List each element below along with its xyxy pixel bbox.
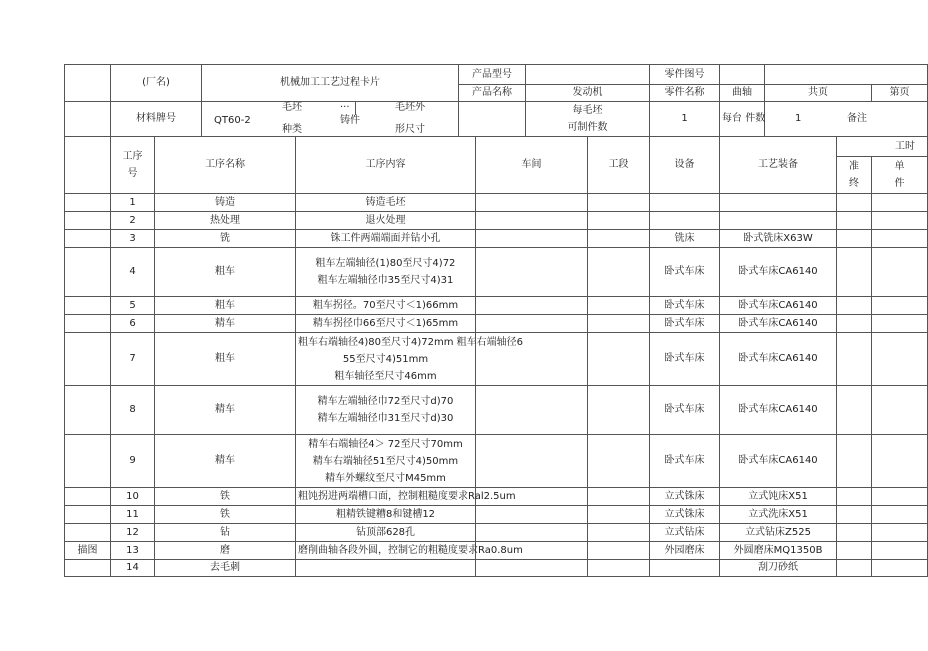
part-drawing-no-label: 零件图号	[650, 65, 720, 85]
unit-time-cell	[872, 297, 928, 315]
content-line: 粗车轴径至尺寸46mm	[334, 370, 437, 382]
section-cell	[588, 386, 650, 435]
prep-time-cell	[837, 560, 872, 577]
content-line: 粗饨拐进两端槽口面，控制粗糙度要求Ral2.5um	[298, 491, 516, 502]
col-equipment: 设备	[650, 137, 720, 194]
step-no: 2	[111, 212, 155, 230]
col-header-blank	[65, 137, 111, 194]
section-cell	[588, 506, 650, 524]
tooling-cell: 卧式车床CA6140	[720, 315, 837, 333]
col-time: 工时	[837, 137, 928, 157]
tooling-cell: 立式饨床X51	[720, 488, 837, 506]
content-line: 精车右端轴径4＞ 72至尺寸70mm	[308, 438, 463, 450]
unit-time-cell	[872, 333, 928, 386]
step-content	[296, 194, 476, 212]
table-row	[65, 386, 928, 435]
step-no: 7	[111, 333, 155, 386]
col-unit-time: 单 件	[872, 157, 928, 194]
blank-size-label-1: 毛坯外	[395, 102, 425, 113]
col-step-name: 工序名称	[155, 137, 296, 194]
equipment-cell: 铣床	[650, 230, 720, 248]
section-cell	[588, 435, 650, 488]
equipment-cell: 立式铢床	[650, 506, 720, 524]
equipment-cell: 卧式车床	[650, 333, 720, 386]
per-blank-label: 每毛坯 可制件数	[526, 102, 650, 137]
section-cell	[588, 488, 650, 506]
blank-type-label-2: 种类	[282, 124, 302, 135]
workshop-cell	[476, 560, 588, 577]
step-name: 铸造	[155, 194, 296, 212]
page-number-label: 第页	[872, 85, 928, 102]
blank-type-label-1: 毛坯	[282, 102, 302, 113]
side-cell	[65, 315, 111, 333]
workshop-cell	[476, 506, 588, 524]
side-cell	[65, 333, 111, 386]
per-unit-label: 每台 件数	[720, 102, 765, 137]
prep-time-cell	[837, 506, 872, 524]
side-cell	[65, 524, 111, 542]
content-line: 粗车拐径。70至尺寸＜1)66mm	[312, 300, 459, 311]
content-line: 粗车左端轴径巾35至尺寸4)31	[317, 275, 454, 286]
content-line: 磨削曲轴各段外圆，控制它的粗糙度要求Ra0.8um	[298, 545, 523, 556]
unit-time-cell	[872, 524, 928, 542]
step-no: 12	[111, 524, 155, 542]
equipment-cell	[650, 212, 720, 230]
step-no: 13	[111, 542, 155, 560]
step-name: 热处理	[155, 212, 296, 230]
workshop-cell	[476, 524, 588, 542]
content-line: 精车拐径巾66至尺寸＜1)65mm	[312, 318, 459, 329]
content-line: 精车左端轴径巾31至尺寸d)30	[317, 413, 454, 424]
equipment-cell	[650, 560, 720, 577]
table-row	[65, 542, 928, 560]
section-cell	[588, 297, 650, 315]
tooling-cell: 卧式车床CA6140	[720, 386, 837, 435]
side-cell	[65, 212, 111, 230]
workshop-cell	[476, 386, 588, 435]
unit-time-cell	[872, 488, 928, 506]
step-name: 精车	[155, 435, 296, 488]
table-row	[65, 315, 928, 333]
table-row	[65, 488, 928, 506]
section-cell	[588, 212, 650, 230]
table-row	[65, 560, 928, 577]
blank-size-value	[459, 102, 526, 137]
step-name: 铣	[155, 230, 296, 248]
side-cell	[65, 297, 111, 315]
prep-time-cell	[837, 386, 872, 435]
dots-mark: ···	[340, 102, 350, 113]
table-row	[65, 248, 928, 297]
side-cell	[65, 230, 111, 248]
part-drawing-no-extra	[765, 65, 928, 85]
section-cell	[588, 542, 650, 560]
workshop-cell	[476, 297, 588, 315]
table-row	[65, 524, 928, 542]
prep-time-cell	[837, 524, 872, 542]
tooling-cell	[720, 194, 837, 212]
step-no: 1	[111, 194, 155, 212]
workshop-cell	[476, 315, 588, 333]
tooling-cell: 立式钻床Z525	[720, 524, 837, 542]
unit-time-cell	[872, 212, 928, 230]
product-name-value: 发动机	[526, 85, 650, 102]
per-unit-remark	[765, 102, 928, 137]
step-name: 钻	[155, 524, 296, 542]
equipment-cell: 卧式车床	[650, 435, 720, 488]
side-cell	[65, 435, 111, 488]
process-card	[64, 64, 916, 577]
workshop-cell	[476, 435, 588, 488]
tooling-cell: 卧式车床CA6140	[720, 297, 837, 315]
step-content	[296, 435, 476, 488]
prep-time-cell	[837, 230, 872, 248]
equipment-cell	[650, 194, 720, 212]
tooling-cell: 卧式车床CA6140	[720, 333, 837, 386]
side-label: 描图	[65, 542, 111, 560]
step-content	[296, 524, 476, 542]
part-name-value: 曲轴	[720, 85, 765, 102]
step-no: 10	[111, 488, 155, 506]
step-content	[296, 315, 476, 333]
process-rows	[65, 194, 928, 577]
step-content	[296, 488, 516, 506]
side-cell	[65, 488, 111, 506]
step-no: 9	[111, 435, 155, 488]
prep-time-cell	[837, 315, 872, 333]
equipment-cell: 卧式车床	[650, 315, 720, 333]
tooling-cell	[720, 212, 837, 230]
step-content	[296, 542, 523, 560]
section-cell	[588, 333, 650, 386]
content-line: 55至尺寸4)51mm	[342, 353, 429, 365]
unit-time-cell	[872, 386, 928, 435]
unit-time-cell	[872, 194, 928, 212]
equipment-cell: 立式铢床	[650, 488, 720, 506]
step-content	[296, 386, 476, 435]
workshop-cell	[476, 194, 588, 212]
step-content	[296, 333, 523, 386]
tooling-cell: 刮刀砂纸	[720, 560, 837, 577]
tooling-cell: 外圆磨床MQ1350B	[720, 542, 837, 560]
content-line: 精车右端轴径51至尺寸4)50mm	[312, 455, 459, 467]
step-content	[296, 297, 476, 315]
prep-time-cell	[837, 194, 872, 212]
equipment-cell: 外园磨床	[650, 542, 720, 560]
step-name: 铁	[155, 488, 296, 506]
product-model-value	[526, 65, 650, 85]
unit-time-cell	[872, 230, 928, 248]
prep-time-cell	[837, 333, 872, 386]
table-row	[65, 297, 928, 315]
step-name: 精车	[155, 315, 296, 333]
prep-time-cell	[837, 212, 872, 230]
col-content: 工序内容	[296, 137, 476, 194]
process-card-table	[64, 64, 928, 577]
content-line: 退火处理	[365, 215, 406, 226]
unit-time-cell	[872, 506, 928, 524]
table-row	[65, 333, 928, 386]
remark-label: 备注	[847, 113, 868, 124]
prep-time-cell	[837, 488, 872, 506]
content-line: 钻顶部628孔	[355, 527, 416, 538]
blank-type-value: 铸件	[340, 115, 360, 126]
corner-cell	[65, 65, 111, 102]
section-cell	[588, 248, 650, 297]
step-no: 6	[111, 315, 155, 333]
workshop-cell	[476, 230, 588, 248]
part-drawing-no-value	[720, 65, 765, 85]
table-row	[65, 435, 928, 488]
col-section: 工段	[588, 137, 650, 194]
content-line: 精车外螺纹至尺寸M45mm	[325, 472, 446, 484]
table-row	[65, 212, 928, 230]
table-row	[65, 506, 928, 524]
step-name: 铁	[155, 506, 296, 524]
factory-name: (厂名)	[111, 65, 202, 102]
part-name-label: 零件名称	[650, 85, 720, 102]
step-no: 3	[111, 230, 155, 248]
step-name: 去毛刺	[155, 560, 296, 577]
card-title: 机械加工工艺过程卡片	[202, 65, 459, 102]
content-line: 粗车右端轴径4)80至尺寸4)72mm 粗车右端轴径6	[298, 336, 523, 348]
workshop-cell	[476, 212, 588, 230]
side-cell	[65, 386, 111, 435]
tooling-cell: 卧式铣床X63W	[720, 230, 837, 248]
step-content	[296, 248, 476, 297]
side-cell	[65, 560, 111, 577]
blank-info	[202, 102, 459, 137]
equipment-cell: 卧式车床	[650, 297, 720, 315]
tooling-cell: 卧式车床CA6140	[720, 248, 837, 297]
section-cell	[588, 560, 650, 577]
col-workshop: 车间	[476, 137, 588, 194]
tooling-cell: 立式洗床X51	[720, 506, 837, 524]
table-row	[65, 194, 928, 212]
step-no: 11	[111, 506, 155, 524]
col-prep-time: 准 终	[837, 157, 872, 194]
equipment-cell: 卧式车床	[650, 248, 720, 297]
prep-time-cell	[837, 435, 872, 488]
step-content	[296, 506, 476, 524]
unit-time-cell	[872, 248, 928, 297]
tick-divider	[355, 102, 356, 115]
side-cell	[65, 194, 111, 212]
workshop-cell	[476, 248, 588, 297]
per-blank-value: 1	[650, 102, 720, 137]
section-cell	[588, 230, 650, 248]
step-no: 8	[111, 386, 155, 435]
total-pages-label: 共页	[765, 85, 872, 102]
blank-size-label-2: 形尺寸	[395, 124, 425, 135]
equipment-cell: 卧式车床	[650, 386, 720, 435]
unit-time-cell	[872, 315, 928, 333]
side-cell	[65, 506, 111, 524]
unit-time-cell	[872, 542, 928, 560]
material-grade: QT60-2	[214, 115, 251, 126]
content-line: 粗车左端轴径(1)80至尺寸4)72	[315, 258, 456, 269]
step-name: 粗车	[155, 333, 296, 386]
step-content	[296, 230, 476, 248]
step-no: 14	[111, 560, 155, 577]
equipment-cell: 立式钻床	[650, 524, 720, 542]
prep-time-cell	[837, 297, 872, 315]
product-name-label: 产品名称	[459, 85, 526, 102]
content-line: 铢工件两端端面并钻小孔	[330, 233, 441, 244]
content-line: 精车左端轴径巾72至尺寸d)70	[317, 396, 454, 407]
per-unit-value: 1	[795, 113, 802, 124]
side-cell	[65, 248, 111, 297]
table-row	[65, 230, 928, 248]
content-line: 铸造毛坯	[365, 197, 406, 208]
section-cell	[588, 194, 650, 212]
step-content	[296, 212, 476, 230]
step-name: 精车	[155, 386, 296, 435]
content-line: 粗精铁键糟8和键槽12	[335, 509, 436, 520]
product-model-label: 产品型号	[459, 65, 526, 85]
material-label: 材料牌号	[111, 102, 202, 137]
step-no: 5	[111, 297, 155, 315]
unit-time-cell	[872, 435, 928, 488]
step-name: 粗车	[155, 297, 296, 315]
section-cell	[588, 524, 650, 542]
prep-time-cell	[837, 248, 872, 297]
step-content	[296, 560, 476, 577]
prep-time-cell	[837, 542, 872, 560]
section-cell	[588, 315, 650, 333]
material-corner	[65, 102, 111, 137]
step-no: 4	[111, 248, 155, 297]
tooling-cell: 卧式车床CA6140	[720, 435, 837, 488]
step-name: 磨	[155, 542, 296, 560]
col-step-no: 工序 号	[111, 137, 155, 194]
col-tooling: 工艺装备	[720, 137, 837, 194]
unit-time-cell	[872, 560, 928, 577]
step-name: 粗车	[155, 248, 296, 297]
